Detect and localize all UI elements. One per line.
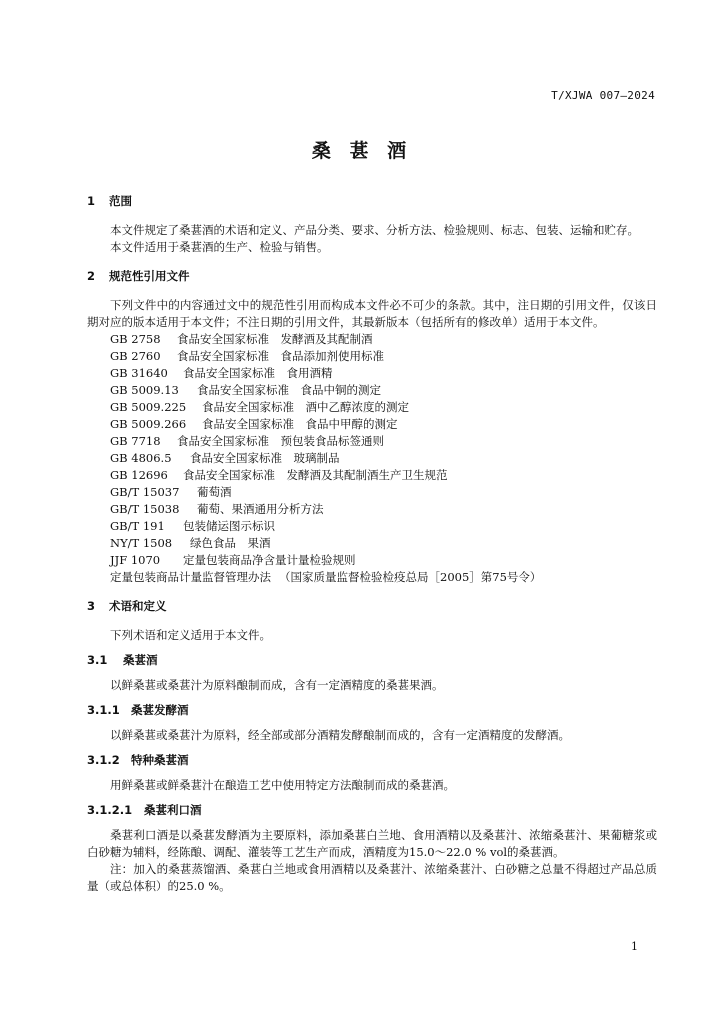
term-number: 3.1.2.1 [87, 803, 133, 817]
section-title: 术语和定义 [109, 599, 167, 613]
reference-code: GB/T 15038 [110, 502, 180, 516]
term-heading-3-1-2 [87, 752, 657, 769]
term-title: 桑葚酒 [123, 653, 158, 667]
section-heading-scope [87, 193, 657, 210]
reference-code: 定量包装商品计量监督管理办法 [110, 570, 271, 584]
document-title: 桑 葚 酒 [311, 140, 413, 162]
reference-code: GB 5009.266 [110, 417, 187, 431]
section-number: 1 [87, 194, 96, 208]
reference-code: NY/T 1508 [110, 536, 173, 550]
reference-title: 食品安全国家标准 酒中乙醇浓度的测定 [202, 400, 409, 414]
reference-item [87, 416, 657, 433]
reference-title: 食品安全国家标准 发酵酒及其配制酒生产卫生规范 [183, 468, 448, 482]
term-heading-3-1-2-1 [87, 802, 657, 819]
reference-item [87, 552, 657, 569]
reference-item [87, 365, 657, 382]
reference-code: GB 5009.225 [110, 400, 187, 414]
reference-title: 食品安全国家标准 食品添加剂使用标准 [177, 349, 384, 363]
standard-code: T/XJWA 007—2024 [551, 89, 655, 102]
page-number: 1 [631, 940, 638, 953]
reference-title: 包装储运图示标识 [183, 519, 275, 533]
reference-code: GB 5009.13 [110, 383, 179, 397]
reference-title: （国家质量监督检验检疫总局［2005］第75号令） [279, 570, 542, 584]
term-definition-3-1-2: 用鲜桑葚或鲜桑葚汁在酿造工艺中使用特定方法酿制而成的桑葚酒。 [110, 778, 455, 792]
term-heading-3-1 [87, 652, 657, 669]
reference-item [87, 399, 657, 416]
reference-code: GB 4806.5 [110, 451, 172, 465]
reference-title: 食品安全国家标准 预包装食品标签通则 [177, 434, 384, 448]
reference-item [87, 450, 657, 467]
reference-code: GB/T 15037 [110, 485, 180, 499]
reference-code: GB 7718 [110, 434, 161, 448]
reference-item [87, 467, 657, 484]
references-intro: 下列文件中的内容通过文中的规范性引用而构成本文件必不可少的条款。其中，注日期的引用文件，仅该日期对应的版本适用于本文件；不注日期的引用文件，其最新版本（包括所有的修改单）适用于本文件。 [87, 298, 657, 329]
term-title: 桑葚利口酒 [144, 803, 202, 817]
term-definition-3-1: 以鲜桑葚或桑葚汁为原料酿制而成，含有一定酒精度的桑葚果酒。 [110, 678, 444, 692]
terms-intro: 下列术语和定义适用于本文件。 [110, 628, 271, 642]
section-heading-terms-definitions [87, 598, 657, 615]
reference-item [87, 484, 657, 501]
term-number: 3.1.2 [87, 753, 120, 767]
section-title: 范围 [109, 194, 132, 208]
reference-title: 葡萄、果酒通用分析方法 [197, 502, 324, 516]
reference-title: 食品安全国家标准 玻璃制品 [190, 451, 340, 465]
reference-code: GB 31640 [110, 366, 168, 380]
reference-title: 食品安全国家标准 食品中铜的测定 [197, 383, 381, 397]
section-number: 2 [87, 269, 96, 283]
reference-code: GB 12696 [110, 468, 168, 482]
reference-item [87, 501, 657, 518]
section-title: 规范性引用文件 [109, 269, 190, 283]
reference-item [87, 569, 657, 586]
term-definition-3-1-1: 以鲜桑葚或桑葚汁为原料，经全部或部分酒精发酵酿制而成的，含有一定酒精度的发酵酒。 [110, 728, 570, 742]
reference-code: GB/T 191 [110, 519, 165, 533]
document-body [87, 193, 657, 895]
reference-title: 定量包装商品净含量计量检验规则 [183, 553, 356, 567]
reference-code: GB 2758 [110, 332, 161, 346]
term-number: 3.1.1 [87, 703, 120, 717]
reference-item [87, 348, 657, 365]
reference-item [87, 331, 657, 348]
reference-item [87, 382, 657, 399]
term-number: 3.1 [87, 653, 108, 667]
reference-title: 食品安全国家标准 食用酒精 [183, 366, 333, 380]
scope-paragraph-1: 本文件规定了桑葚酒的术语和定义、产品分类、要求、分析方法、检验规则、标志、包装、运输和贮存。 [110, 223, 639, 237]
section-number: 3 [87, 599, 96, 613]
reference-title: 绿色食品 果酒 [190, 536, 271, 550]
term-heading-3-1-1 [87, 702, 657, 719]
reference-title: 食品安全国家标准 发酵酒及其配制酒 [177, 332, 373, 346]
scope-paragraph-2: 本文件适用于桑葚酒的生产、检验与销售。 [110, 240, 329, 254]
reference-code: GB 2760 [110, 349, 161, 363]
reference-list [87, 331, 657, 586]
term-title: 特种桑葚酒 [131, 753, 189, 767]
reference-item [87, 433, 657, 450]
reference-title: 食品安全国家标准 食品中甲醇的测定 [202, 417, 398, 431]
reference-title: 葡萄酒 [197, 485, 232, 499]
reference-code: JJF 1070 [110, 553, 161, 567]
term-title: 桑葚发酵酒 [131, 703, 189, 717]
term-definition-3-1-2-1: 桑葚利口酒是以桑葚发酵酒为主要原料，添加桑葚白兰地、食用酒精以及桑葚汁、浓缩桑葚汁、果葡糖浆或白砂糖为辅料，经陈酿、调配、灌装等工艺生产而成，酒精度为15.0～22.0 % vol的桑葚酒。 [87, 828, 657, 859]
section-heading-normative-references [87, 268, 657, 285]
term-note: 注：加入的桑葚蒸馏酒、桑葚白兰地或食用酒精以及桑葚汁、浓缩桑葚汁、白砂糖之总量不得超过产品总质量（或总体积）的25.0 %。 [87, 862, 657, 893]
reference-item [87, 535, 657, 552]
reference-item [87, 518, 657, 535]
